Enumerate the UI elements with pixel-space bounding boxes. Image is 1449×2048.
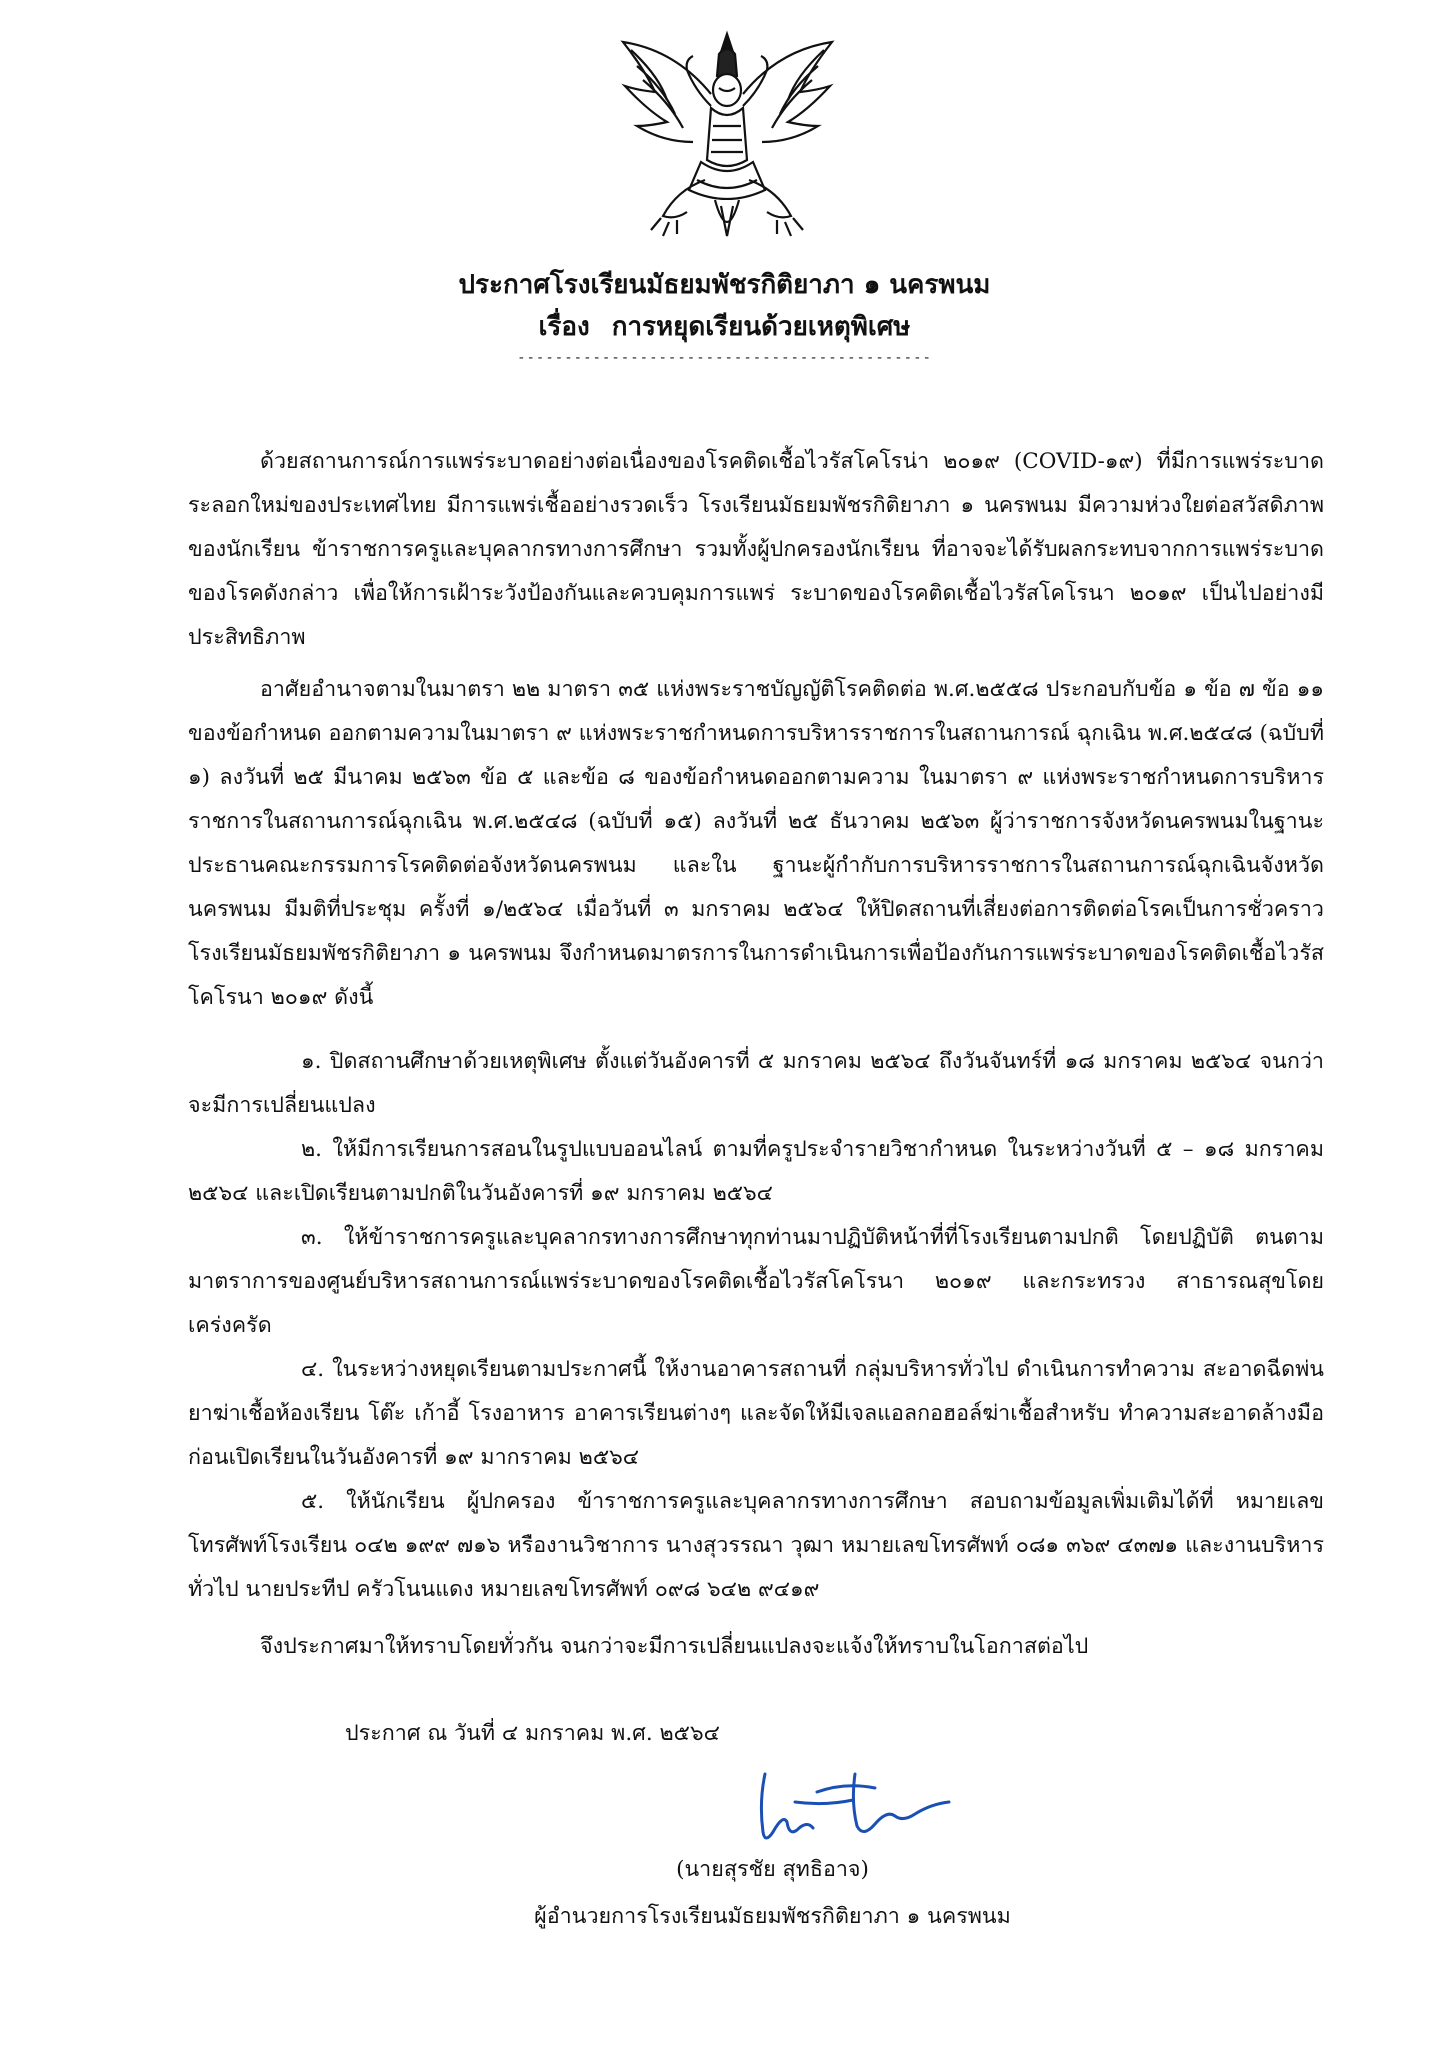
closing-statement: จึงประกาศมาให้ทราบโดยทั่วกัน จนกว่าจะมีการเปลี่ยนแปลงจะแจ้งให้ทราบในโอกาสต่อไป [260,1634,1089,1659]
measure-item: ๓. ให้ข้าราชการครูและบุคลากรทางการศึกษาทุกท่านมาปฏิบัติหน้าที่ที่โรงเรียนตามปกติ โดยปฏิบัติ ตนตามมาตราการของศูนย์บริหารสถานการณ์แพร่ระบาดของโรคติดเชื้อไวรัสโคโรนา ๒๐๑๙ และกระทรวง สาธารณสุขโดยเคร่งครัด [188,1225,1324,1338]
measure-item: ๒. ให้มีการเรียนการสอนในรูปแบบออนไลน์ ตามที่ครูประจำรายวิชากำหนด ในระหว่างวันที่ ๕ – ๑๘ มกราคม ๒๕๖๔ และเปิดเรียนตามปกติในวันอังคารที่ ๑๙ มกราคม ๒๕๖๔ [188,1137,1324,1206]
signer-name: (นายสุรชัย สุทธิอาจ) [676,1857,869,1882]
paragraph-background: ด้วยสถานการณ์การแพร่ระบาดอย่างต่อเนื่องของโรคติดเชื้อไวรัสโคโรน่า ๒๐๑๙ (COVID-๑๙) ที่มีการแพร่ระบาดระลอกใหม่ของประเทศไทย มีการแพร่เชื้ออย่างรวดเร็ว โรงเรียนมัธยมพัชรกิติยาภา ๑ นครพนม มีความห่วงใยต่อสวัสดิภาพของนักเรียน ข้าราชการครูและบุคลากรทางการศึกษา รวมทั้งผู้ปกครองนักเรียน ที่อาจจะได้รับผลกระทบจากการแพร่ระบาดของโรคดังกล่าว เพื่อให้การเฝ้าระวังป้องกันและควบคุมการแพร่ ระบาดของโรคติดเชื้อไวรัสโคโรนา ๒๐๑๙ เป็นไปอย่างมีประสิทธิภาพ [188,449,1324,650]
announcement-subject [0,310,1449,344]
garuda-emblem-icon [615,30,840,252]
measure-item: ๑. ปิดสถานศึกษาด้วยเหตุพิเศษ ตั้งแต่วันอังคารที่ ๕ มกราคม ๒๕๖๔ ถึงวันจันทร์ที่ ๑๘ มกราคม ๒๕๖๔ จนกว่าจะมีการเปลี่ยนแปลง [188,1049,1324,1118]
announcement-title: ประกาศโรงเรียนมัธยมพัชรกิติยาภา ๑ นครพนม [458,270,991,300]
paragraph-legal-basis: อาศัยอำนาจตามในมาตรา ๒๒ มาตรา ๓๕ แห่งพระราชบัญญัติโรคติดต่อ พ.ศ.๒๕๕๘ ประกอบกับข้อ ๑ ข้อ ๗ ข้อ ๑๑ ของข้อกำหนด ออกตามความในมาตรา ๙ แห่งพระราชกำหนดการบริหารราชการในสถานการณ์ ฉุกเฉิน พ.ศ.๒๕๔๘ (ฉบับที่ ๑) ลงวันที่ ๒๕ มีนาคม ๒๕๖๓ ข้อ ๕ และข้อ ๘ ของข้อกำหนดออกตามความ ในมาตรา ๙ แห่งพระราชกำหนดการบริหารราชการในสถานการณ์ฉุกเฉิน พ.ศ.๒๕๔๘ (ฉบับที่ ๑๕) ลงวันที่ ๒๕ ธันวาคม ๒๕๖๓ ผู้ว่าราชการจังหวัดนครพนมในฐานะประธานคณะกรรมการโรคติดต่อจังหวัดนครพนม และใน ฐานะผู้กำกับการบริหารราชการในสถานการณ์ฉุกเฉินจังหวัดนครพนม มีมติที่ประชุม ครั้งที่ ๑/๒๕๖๔ เมื่อวันที่ ๓ มกราคม ๒๕๖๔ ให้ปิดสถานที่เสี่ยงต่อการติดต่อโรคเป็นการชั่วคราว โรงเรียนมัธยมพัชรกิติยาภา ๑ นครพนม จึงกำหนดมาตรการในการดำเนินการเพื่อป้องกันการแพร่ระบาดของโรคติดเชื้อไวรัสโคโรนา ๒๐๑๙ ดังนี้ [188,677,1324,1010]
announcement-date: ประกาศ ณ วันที่ ๔ มกราคม พ.ศ. ๒๕๖๔ [345,1721,720,1746]
subject-text: การหยุดเรียนด้วยเหตุพิเศษ [611,312,911,342]
subject-label: เรื่อง [538,312,590,342]
measure-item: ๕. ให้นักเรียน ผู้ปกครอง ข้าราชการครูและบุคลากรทางการศึกษา สอบถามข้อมูลเพิ่มเติมได้ที่ หมายเลขโทรศัพท์โรงเรียน ๐๔๒ ๑๙๙ ๗๑๖ หรืองานวิชาการ นางสุวรรณา วุฒา หมายเลขโทรศัพท์ ๐๘๑ ๓๖๙ ๔๓๗๑ และงานบริหารทั่วไป นายประทีป ครัวโนนแดง หมายเลขโทรศัพท์ ๐๙๘ ๖๔๒ ๙๔๑๙ [188,1489,1324,1602]
measure-item: ๔. ในระหว่างหยุดเรียนตามประกาศนี้ ให้งานอาคารสถานที่ กลุ่มบริหารทั่วไป ดำเนินการทำความ สะอาดฉีดพ่นยาฆ่าเชื้อห้องเรียน โต๊ะ เก้าอี้ โรงอาหาร อาคารเรียนต่างๆ และจัดให้มีเจลแอลกอฮอล์ฆ่าเชื้อสำหรับ ทำความสะอาดล้างมือ ก่อนเปิดเรียนในวันอังคารที่ ๑๙ มากราคม ๒๕๖๔ [188,1357,1324,1470]
signature-icon [735,1762,965,1852]
title-divider: -------------------------------------------- [517,350,932,366]
signer-title: ผู้อำนวยการโรงเรียนมัธยมพัชรกิติยาภา ๑ นครพนม [534,1904,1011,1929]
